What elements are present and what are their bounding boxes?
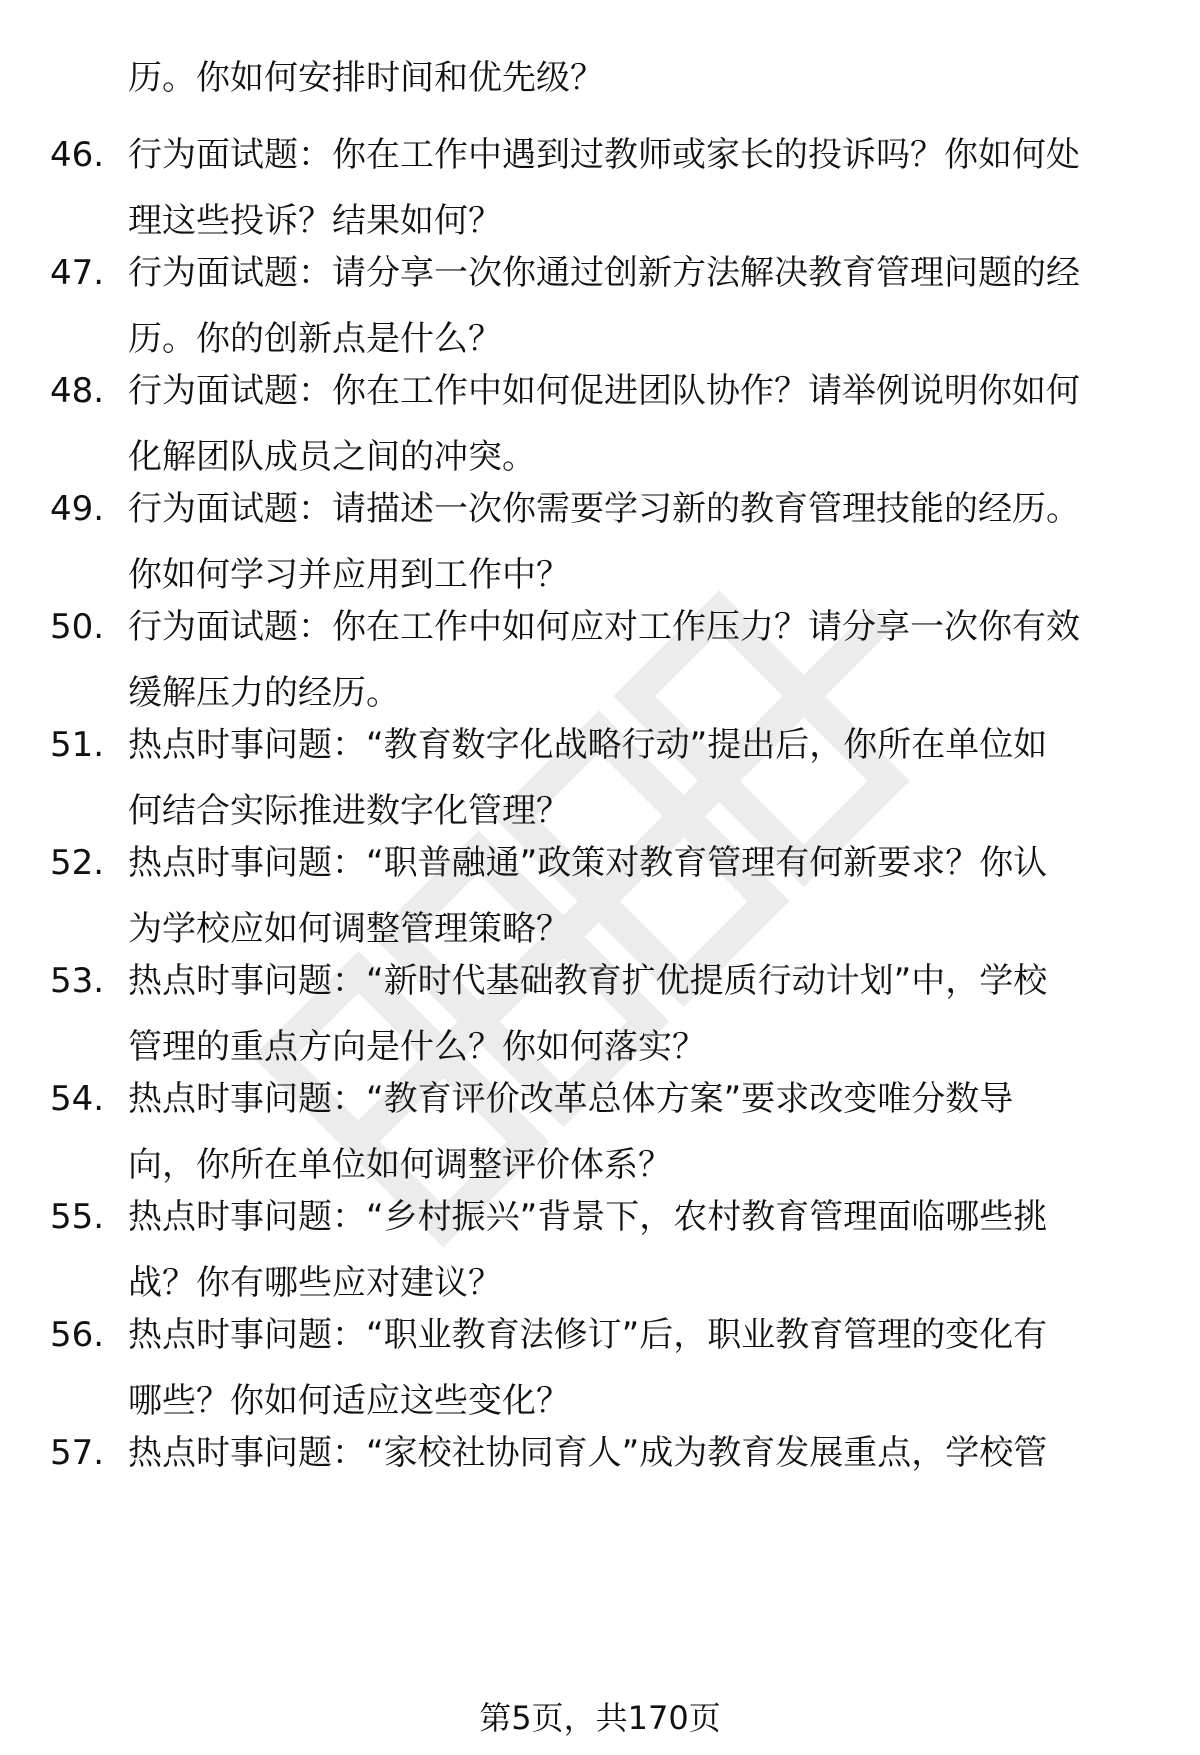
item-number: 51. — [50, 725, 105, 765]
item-text-line: 热点时事问题：“乡村振兴”背景下，农村教育管理面临哪些挑 — [128, 1197, 1048, 1237]
item-text-line: 热点时事问题：“教育评价改革总体方案”要求改变唯分数导 — [128, 1079, 1014, 1119]
item-text-line: 行为面试题：你在工作中遇到过教师或家长的投诉吗？你如何处 — [128, 135, 1080, 175]
item-text-line: 行为面试题：你在工作中如何促进团队协作？请举例说明你如何 — [128, 371, 1080, 411]
item-text-line: 历。你的创新点是什么？ — [128, 319, 502, 359]
item-text-line: 何结合实际推进数字化管理？ — [128, 791, 570, 831]
item-number: 52. — [50, 843, 105, 883]
item-number: 46. — [50, 135, 105, 175]
item-number: 49. — [50, 489, 105, 529]
item-text-line: 向，你所在单位如何调整评价体系？ — [128, 1145, 672, 1185]
item-number: 54. — [50, 1079, 105, 1119]
item-number: 57. — [50, 1433, 105, 1473]
item-text-line: 战？你有哪些应对建议？ — [128, 1263, 502, 1303]
item-text-line: 哪些？你如何适应这些变化？ — [128, 1381, 570, 1421]
item-text-line: 理这些投诉？结果如何？ — [128, 201, 502, 241]
item-number: 53. — [50, 961, 105, 1001]
item-text-line: 热点时事问题：“职业教育法修订”后，职业教育管理的变化有 — [128, 1315, 1048, 1355]
item-number: 47. — [50, 253, 105, 293]
item-number: 56. — [50, 1315, 105, 1355]
item-text-line: 管理的重点方向是什么？你如何落实？ — [128, 1027, 706, 1067]
item-text-line: 热点时事问题：“新时代基础教育扩优提质行动计划”中，学校 — [128, 961, 1048, 1001]
item-number: 50. — [50, 607, 105, 647]
continuation-line: 历。你如何安排时间和优先级？ — [128, 58, 604, 98]
item-text-line: 行为面试题：请描述一次你需要学习新的教育管理技能的经历。 — [128, 489, 1080, 529]
item-text-line: 为学校应如何调整管理策略？ — [128, 909, 570, 949]
item-number: 48. — [50, 371, 105, 411]
item-text-line: 你如何学习并应用到工作中？ — [128, 555, 570, 595]
item-text-line: 化解团队成员之间的冲突。 — [128, 437, 536, 477]
item-text-line: 行为面试题：你在工作中如何应对工作压力？请分享一次你有效 — [128, 607, 1080, 647]
item-text-line: 缓解压力的经历。 — [128, 673, 400, 713]
item-text-line: 热点时事问题：“教育数字化战略行动”提出后，你所在单位如 — [128, 725, 1048, 765]
item-number: 55. — [50, 1197, 105, 1237]
item-text-line: 热点时事问题：“职普融通”政策对教育管理有何新要求？你认 — [128, 843, 1048, 883]
item-text-line: 热点时事问题：“家校社协同育人”成为教育发展重点，学校管 — [128, 1433, 1048, 1473]
item-text-line: 行为面试题：请分享一次你通过创新方法解决教育管理问题的经 — [128, 253, 1080, 293]
page-footer: 第5页，共170页 — [479, 1699, 721, 1737]
